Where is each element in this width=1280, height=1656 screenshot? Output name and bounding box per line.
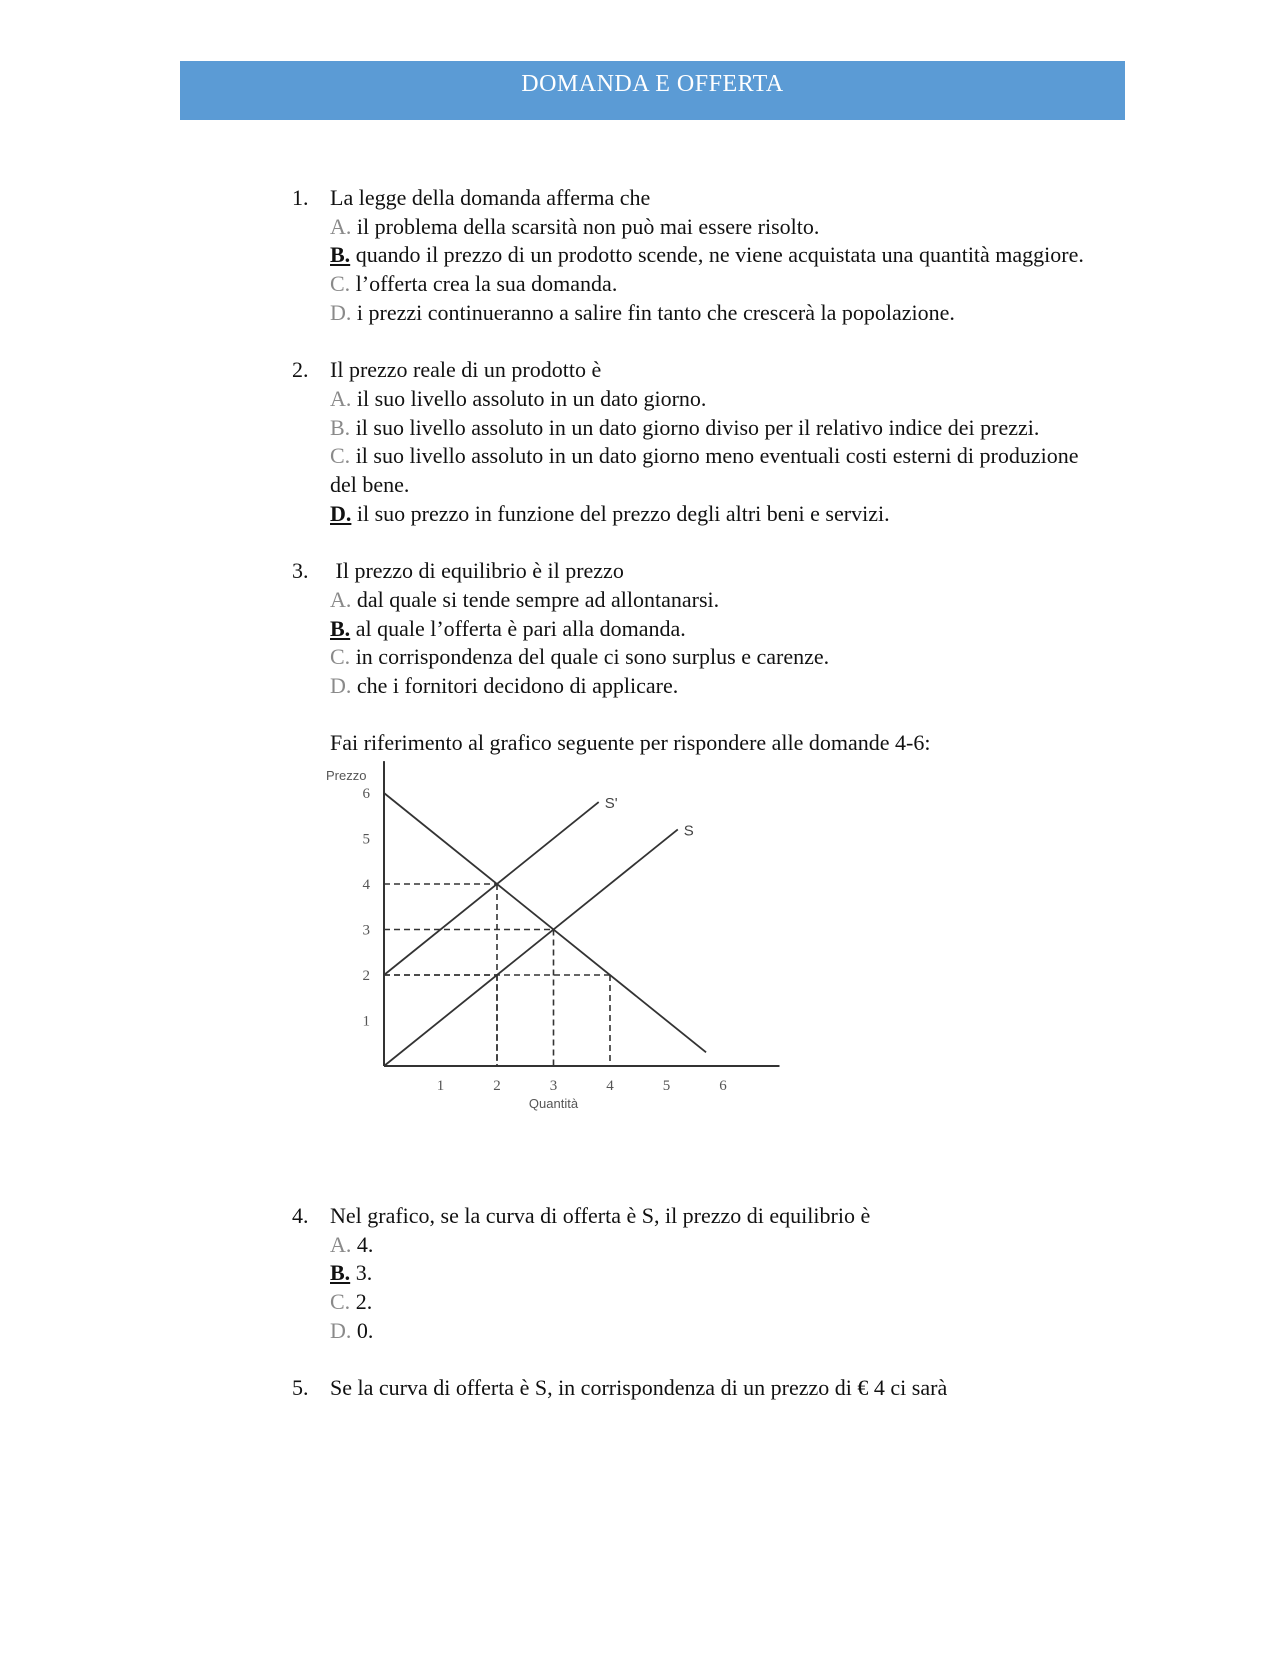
- option-d: D. 0.: [330, 1317, 374, 1343]
- y-tick-label: 2: [362, 968, 370, 985]
- option-a: A. il problema della scarsità non può mai essere risolto.: [330, 213, 820, 239]
- question-1: [292, 184, 1102, 328]
- series-line-sprime: [384, 802, 599, 975]
- question-text: Il prezzo reale di un prodotto è: [330, 357, 602, 383]
- x-tick-label: 3: [549, 1078, 558, 1095]
- option-b: B. quando il prezzo di un prodotto scende, ne viene acquistata una quantità maggiore.: [330, 242, 1084, 268]
- question-3: [292, 557, 1102, 701]
- x-tick-label: 5: [662, 1078, 671, 1095]
- y-axis-label: Prezzo: [326, 768, 367, 784]
- option-b: B. al quale l’offerta è pari alla domanda.: [330, 615, 686, 641]
- page-title: DOMANDA E OFFERTA: [521, 71, 784, 97]
- question-number: 1.: [292, 185, 309, 210]
- question-text: La legge della domanda afferma che: [330, 185, 651, 210]
- series-label: S': [604, 795, 618, 813]
- y-tick-label: 1: [362, 1013, 370, 1030]
- series-label: S: [683, 822, 694, 840]
- question-5: [292, 1374, 1102, 1403]
- y-tick-label: 3: [362, 922, 370, 939]
- option-d: D. che i fornitori decidono di applicare.: [330, 672, 679, 698]
- x-tick-label: 4: [606, 1078, 614, 1095]
- question-number: 4.: [292, 1203, 309, 1229]
- y-tick-label: 4: [362, 877, 370, 894]
- x-tick-label: 6: [719, 1078, 727, 1095]
- question-number: 5.: [292, 1375, 309, 1401]
- question-2: [292, 356, 1102, 528]
- question-4: [292, 1202, 1102, 1346]
- question-text: Nel grafico, se la curva di offerta è S, il prezzo di equilibrio è: [330, 1203, 871, 1229]
- option-d: D. i prezzi continueranno a salire fin tanto che crescerà la popolazione.: [330, 299, 955, 325]
- option-d: D. il suo prezzo in funzione del prezzo degli altri beni e servizi.: [330, 500, 890, 526]
- chart-note: Fai riferimento al grafico seguente per rispondere alle domande 4-6:: [330, 730, 931, 756]
- option-b: B. il suo livello assoluto in un dato giorno diviso per il relativo indice dei prezzi.: [330, 414, 1040, 440]
- question-text: Se la curva di offerta è S, in corrispondenza di un prezzo di € 4 ci sarà: [330, 1375, 948, 1401]
- y-tick-label: 5: [362, 831, 370, 848]
- option-c: C. 2.: [330, 1289, 373, 1315]
- option-a: A. 4.: [330, 1231, 374, 1257]
- supply-demand-chart: [326, 758, 796, 1118]
- question-number: 3.: [292, 558, 309, 584]
- option-b: B. 3.: [330, 1260, 373, 1286]
- option-c: C. l’offerta crea la sua domanda.: [330, 271, 618, 297]
- x-tick-label: 2: [493, 1078, 501, 1095]
- series-line-d: [384, 793, 706, 1052]
- option-c: C. in corrispondenza del quale ci sono surplus e carenze.: [330, 644, 830, 670]
- y-tick-label: 6: [362, 786, 370, 803]
- option-a: A. il suo livello assoluto in un dato giorno.: [330, 385, 707, 411]
- option-a: A. dal quale si tende sempre ad allontanarsi.: [330, 586, 720, 612]
- quiz-content: [292, 184, 1102, 1432]
- x-axis-label: Quantità: [528, 1096, 579, 1112]
- option-c: C. il suo livello assoluto in un dato giorno meno eventuali costi esterni di produzione del bene.: [330, 443, 1079, 498]
- question-number: 2.: [292, 357, 309, 383]
- question-text: Il prezzo di equilibrio è il prezzo: [330, 558, 624, 584]
- x-tick-label: 1: [436, 1078, 445, 1095]
- chart-svg: [326, 758, 796, 1118]
- page-header: [180, 61, 1125, 120]
- series-line-s: [384, 829, 678, 1066]
